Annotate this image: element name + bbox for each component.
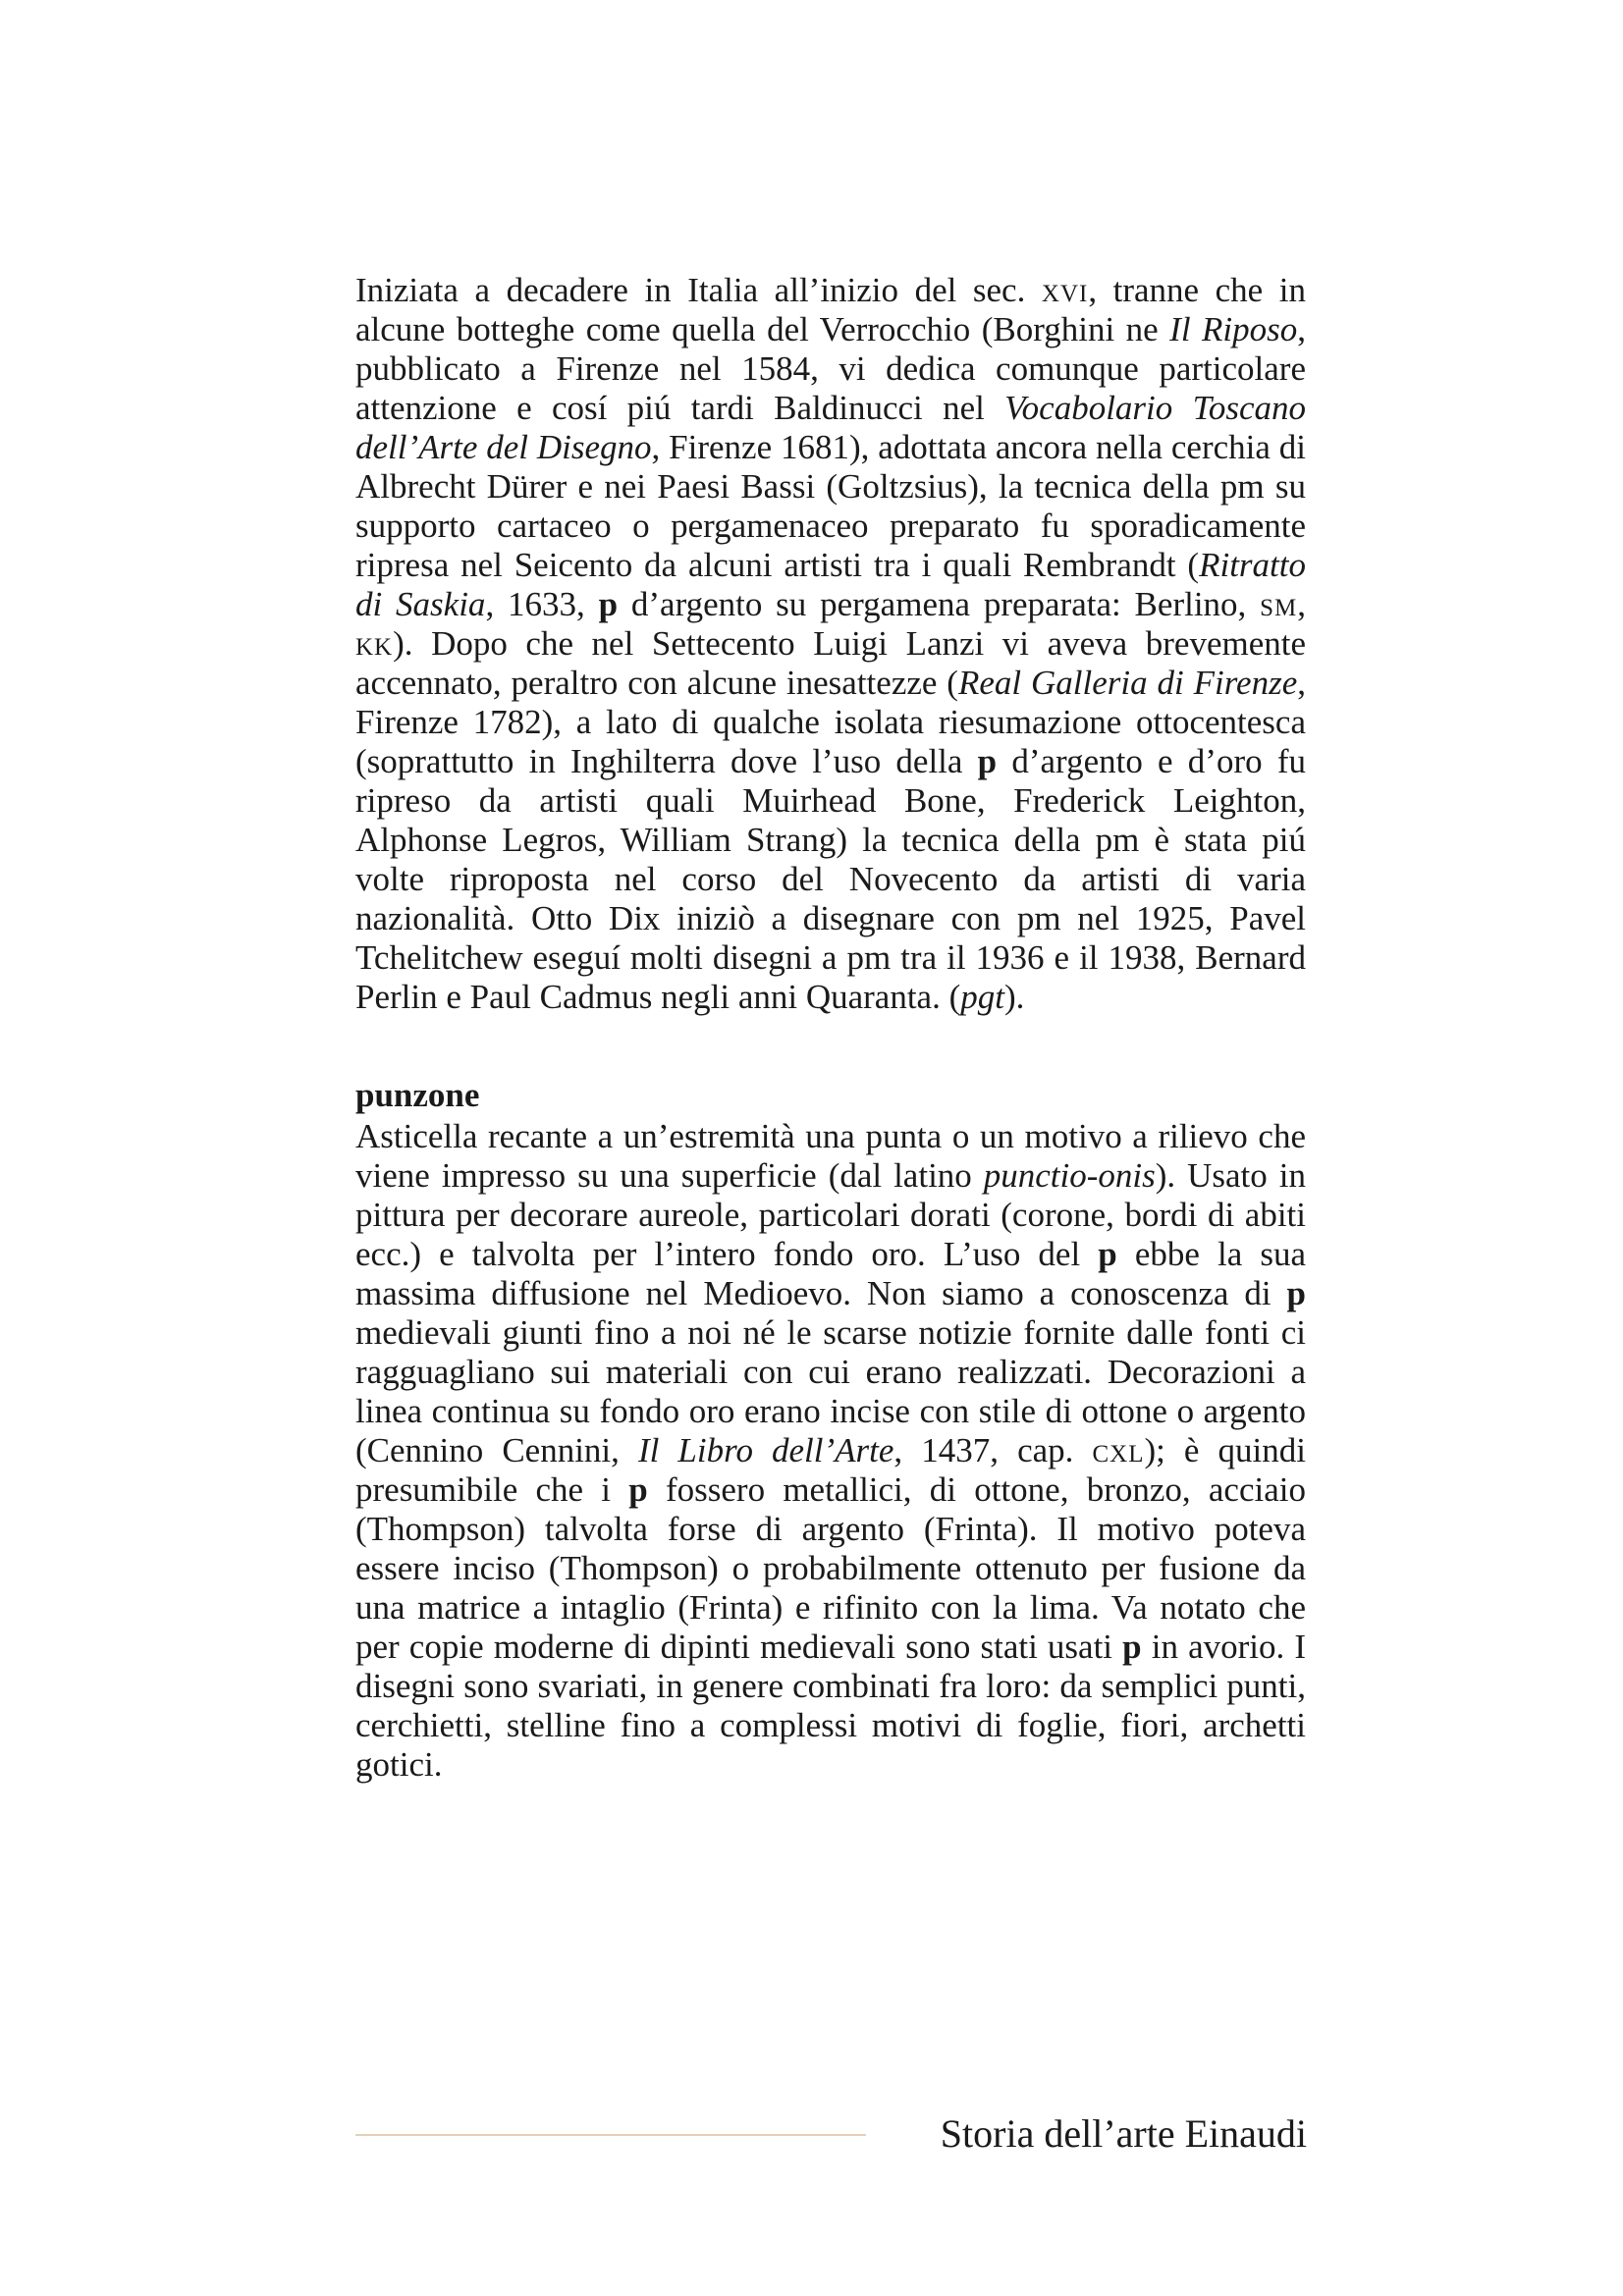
text-run: , bbox=[1297, 585, 1307, 623]
latin-term: punctio-onis bbox=[983, 1156, 1156, 1195]
text-run: , tranne che in alcune botteghe come quella del Verrocchio (Borghini ne bbox=[355, 271, 1306, 348]
text-run: in avorio. I disegni sono svariati, in genere combinati fra loro: da semplici punti, cerchietti, stelline fino a complessi motivi di foglie, fiori, archetti gotici. bbox=[355, 1628, 1306, 1784]
book-title: Vocabolario Toscano dell’Arte del Disegno bbox=[355, 389, 1306, 466]
text-run: d’argento e d’oro fu ripreso da artisti quali Muirhead Bone, Frederick Leighton, Alphonse Legros, William Strang) la tecnica della pm è stata piú volte riproposta nel corso del Novecento da artisti di varia nazionalità. Otto Dix iniziò a disegnare con pm nel 1925, Pavel Tchelitchew eseguí molti disegni a pm tra il 1936 e il 1938, Bernard Perlin e Paul Cadmus negli anni Quaranta. ( bbox=[355, 742, 1306, 1016]
entry-abbreviation: p bbox=[1122, 1628, 1142, 1666]
author-initials: pgt bbox=[960, 978, 1004, 1016]
text-run: ). Dopo che nel Settecento Luigi Lanzi vi aveva brevemente accennato, peraltro con alcune inesattezze ( bbox=[355, 624, 1306, 702]
entry-abbreviation: p bbox=[977, 742, 998, 780]
text-run: , Firenze 1782), a lato di qualche isolata riesumazione ottocentesca (soprattutto in Inghilterra dove l’uso della bbox=[355, 664, 1306, 780]
footer-rule bbox=[355, 2134, 866, 2136]
chapter-numeral: cxl bbox=[1092, 1431, 1145, 1469]
text-run: ). bbox=[1003, 978, 1025, 1016]
text-run: fossero metallici, di ottone, bronzo, acciaio (Thompson) talvolta forse di argento (Frinta). Il motivo poteva essere inciso (Thompson) o probabilmente ottenuto per fusione da una matrice a intaglio (Frinta) e rifinito con la lima. Va notato che per copie moderne di dipinti medievali sono stati usati bbox=[355, 1470, 1306, 1666]
century-numeral: xvi bbox=[1041, 271, 1089, 309]
entry-abbreviation: p bbox=[598, 585, 619, 623]
text-run: ebbe la sua massima diffusione nel Medioevo. Non siamo a conoscenza di bbox=[355, 1235, 1306, 1312]
page-body bbox=[355, 271, 1306, 1785]
entry-heading: punzone bbox=[355, 1076, 480, 1114]
entry-definition bbox=[355, 1117, 1306, 1785]
entry-abbreviation: p bbox=[628, 1470, 648, 1509]
text-run: ). Usato in pittura per decorare aureole, particolari dorati (corone, bordi di abiti ecc.) e talvolta per l’intero fondo oro. L’uso del bbox=[355, 1156, 1306, 1273]
footer-publisher: Storia dell’arte Einaudi bbox=[940, 2111, 1307, 2156]
artwork-title: Ritratto di Saskia bbox=[355, 546, 1306, 623]
text-run: , Firenze 1681), adottata ancora nella cerchia di Albrecht Dürer e nei Paesi Bassi (Goltzsius), la tecnica della pm su supporto cartaceo o pergamenaceo preparato fu sporadicamente ripresa nel Seicento da alcuni artisti tra i quali Rembrandt ( bbox=[355, 428, 1306, 584]
museum-abbreviation: kk bbox=[355, 624, 394, 663]
paragraph-silverpoint-history bbox=[355, 271, 1306, 1017]
text-run: ); è quindi presumibile che i bbox=[355, 1431, 1306, 1509]
text-run: medievali giunti fino a noi né le scarse notizie fornite dalle fonti ci ragguagliano sui materiali con cui erano realizzati. Decorazioni a linea continua su fondo oro erano incise con stile di ottone o argento (Cennino Cennini, bbox=[355, 1313, 1306, 1469]
entry-abbreviation: p bbox=[1098, 1235, 1117, 1273]
entry-abbreviation: p bbox=[1286, 1274, 1306, 1312]
text-run: , 1437, cap. bbox=[893, 1431, 1093, 1469]
text-run: d’argento su pergamena preparata: Berlino, bbox=[618, 585, 1261, 623]
book-title: Il Riposo bbox=[1169, 310, 1298, 348]
museum-abbreviation: sm bbox=[1260, 585, 1298, 623]
text-run: Iniziata a decadere in Italia all’inizio del sec. bbox=[355, 271, 1042, 309]
book-title: Real Galleria di Firenze bbox=[957, 664, 1298, 702]
book-title: Il Libro dell’Arte bbox=[637, 1431, 894, 1469]
text-run: , 1633, bbox=[485, 585, 599, 623]
text-run: , pubblicato a Firenze nel 1584, vi dedica comunque particolare attenzione e cosí piú tardi Baldinucci nel bbox=[355, 310, 1307, 427]
text-run: Asticella recante a un’estremità una punta o un motivo a rilievo che viene impresso su una superficie (dal latino bbox=[355, 1117, 1306, 1195]
